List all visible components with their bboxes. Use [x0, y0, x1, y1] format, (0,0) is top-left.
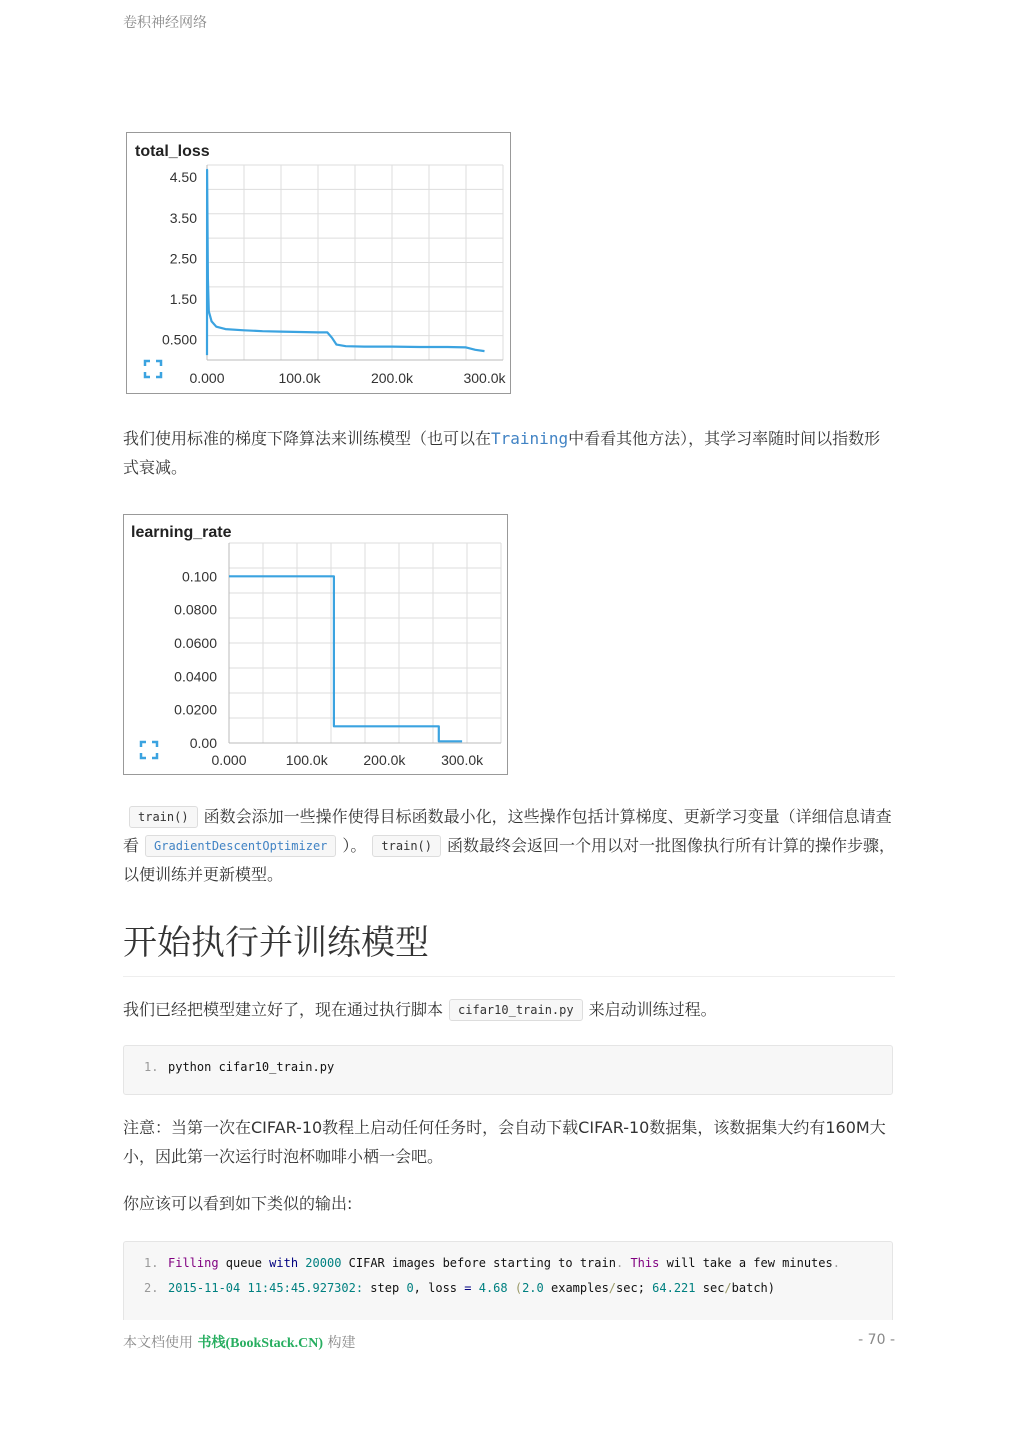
inline-code-train: train()	[129, 806, 198, 828]
expand-icon-corner	[152, 753, 157, 758]
y-tick-label: 2.50	[169, 250, 197, 267]
code-token: /	[608, 1281, 617, 1295]
paragraph-train-function	[123, 802, 895, 889]
para1-text-after: 中看看其他方法），其学习率随时间以指数形式衰减。	[123, 429, 881, 477]
para2-text1: 函数会添加一些操作使得目标函数最小化，这些操作包括计算梯度、更新学习变量（详细信息请查看	[123, 807, 892, 855]
code-token	[471, 1281, 478, 1295]
code-token: , loss	[413, 1281, 465, 1295]
code-token: 2015-11-04 11:45:45.927302:	[168, 1281, 364, 1295]
code-token: 0	[406, 1281, 414, 1295]
paragraph-optimizer	[123, 424, 895, 482]
code-token: /	[724, 1281, 732, 1295]
series-line	[229, 576, 462, 741]
code-text: python cifar10_train.py	[168, 1060, 335, 1074]
learning-rate-chart-svg	[124, 515, 507, 774]
training-link[interactable]: Training	[491, 429, 569, 448]
x-tick-label: 100.0k	[278, 370, 321, 386]
code-token: (	[507, 1281, 523, 1295]
y-tick-label: 0.0200	[174, 701, 217, 718]
code-token: sec;	[616, 1281, 653, 1295]
y-tick-label: 3.50	[169, 209, 197, 226]
para2-text3: 函数最终会返回一个用以对一批图像执行所有计算的操作步骤，以便训练并更新模型。	[123, 836, 896, 884]
line-number: 1.	[144, 1256, 159, 1270]
y-tick-label: 0.00	[189, 735, 217, 751]
x-tick-label: 100.0k	[285, 752, 328, 768]
code-line	[124, 1276, 892, 1301]
footer-suffix: 构建	[323, 1335, 356, 1351]
x-tick-label: 200.0k	[370, 370, 414, 386]
line-number: 2.	[144, 1281, 159, 1295]
total-loss-chart	[126, 132, 511, 394]
footer-credit	[123, 1332, 356, 1352]
expand-icon-corner	[145, 372, 150, 377]
code-token: will take a few minutes	[659, 1256, 833, 1270]
code-token: batch)	[731, 1281, 776, 1295]
section-heading: 开始执行并训练模型	[123, 923, 429, 963]
gradient-descent-optimizer-link[interactable]: GradientDescentOptimizer	[145, 835, 336, 857]
code-token: Filling	[168, 1256, 219, 1270]
line-number: 1.	[144, 1060, 159, 1074]
chart-title: total_loss	[135, 143, 210, 160]
para3-text-before: 我们已经把模型建立好了，现在通过执行脚本	[123, 1000, 444, 1019]
page-header-title: 卷积神经网络	[123, 15, 207, 31]
x-tick-label: 300.0k	[441, 752, 484, 768]
code-token: This	[630, 1256, 660, 1270]
heading-divider	[123, 976, 895, 977]
paragraph-start-training	[123, 995, 895, 1024]
code-token: sec	[695, 1281, 725, 1295]
y-tick-label: 1.50	[169, 291, 197, 308]
code-token: with	[269, 1256, 299, 1270]
expand-icon-corner	[156, 372, 161, 377]
code-line	[124, 1251, 892, 1276]
total-loss-chart-svg	[127, 133, 510, 393]
paragraph-note: 注意：当第一次在CIFAR-10教程上启动任何任务时，会自动下载CIFAR-10数据集，该数据集大约有160M大小，因此第一次运行时泡杯咖啡小栖一会吧。	[123, 1118, 886, 1166]
chart-title: learning_rate	[131, 524, 232, 541]
expand-icon[interactable]	[145, 361, 161, 377]
para3-text-after: 来启动训练过程。	[588, 1000, 717, 1019]
expand-icon-corner	[141, 753, 146, 758]
x-tick-label: 0.000	[189, 370, 225, 386]
inline-code-train-2: train()	[372, 835, 441, 857]
code-token: 20000	[305, 1256, 342, 1270]
y-tick-label: 0.0600	[174, 635, 217, 651]
expand-icon-corner	[145, 361, 150, 366]
code-token: 4.68	[478, 1281, 508, 1295]
page-number: - 70 -	[858, 1332, 895, 1348]
y-tick-label: 0.500	[161, 331, 197, 348]
footer-prefix: 本文档使用	[123, 1335, 198, 1351]
expand-icon[interactable]	[141, 742, 157, 758]
code-block-command	[123, 1045, 893, 1095]
x-tick-label: 200.0k	[363, 752, 406, 768]
code-token: =	[464, 1281, 472, 1295]
code-token: examples	[543, 1281, 609, 1295]
x-tick-label: 300.0k	[463, 370, 506, 386]
code-block-output	[123, 1241, 893, 1320]
code-token: step	[363, 1281, 407, 1295]
expand-icon-corner	[152, 742, 157, 747]
code-token: CIFAR images before starting to train	[341, 1256, 616, 1270]
para1-text-before: 我们使用标准的梯度下降算法来训练模型（也可以在	[123, 429, 492, 448]
y-tick-label: 0.0800	[174, 601, 217, 618]
code-token: 2.0	[522, 1281, 544, 1295]
code-token: queue	[218, 1256, 270, 1270]
y-tick-label: 0.100	[181, 568, 217, 585]
paragraph-output-intro: 你应该可以看到如下类似的输出:	[123, 1194, 353, 1213]
bookstack-link[interactable]: 书栈(BookStack.CN)	[197, 1336, 324, 1351]
code-token: .	[832, 1256, 840, 1270]
code-token: .	[615, 1256, 624, 1270]
expand-icon-corner	[141, 742, 146, 747]
learning-rate-chart	[123, 514, 508, 775]
code-token: 64.221	[652, 1281, 696, 1295]
inline-code-script: cifar10_train.py	[449, 999, 583, 1021]
y-tick-label: 0.0400	[174, 668, 217, 685]
x-tick-label: 0.000	[211, 752, 247, 768]
expand-icon-corner	[156, 361, 161, 366]
para2-text2: ）。	[342, 836, 367, 855]
code-line	[124, 1055, 892, 1080]
y-tick-label: 4.50	[169, 169, 197, 186]
